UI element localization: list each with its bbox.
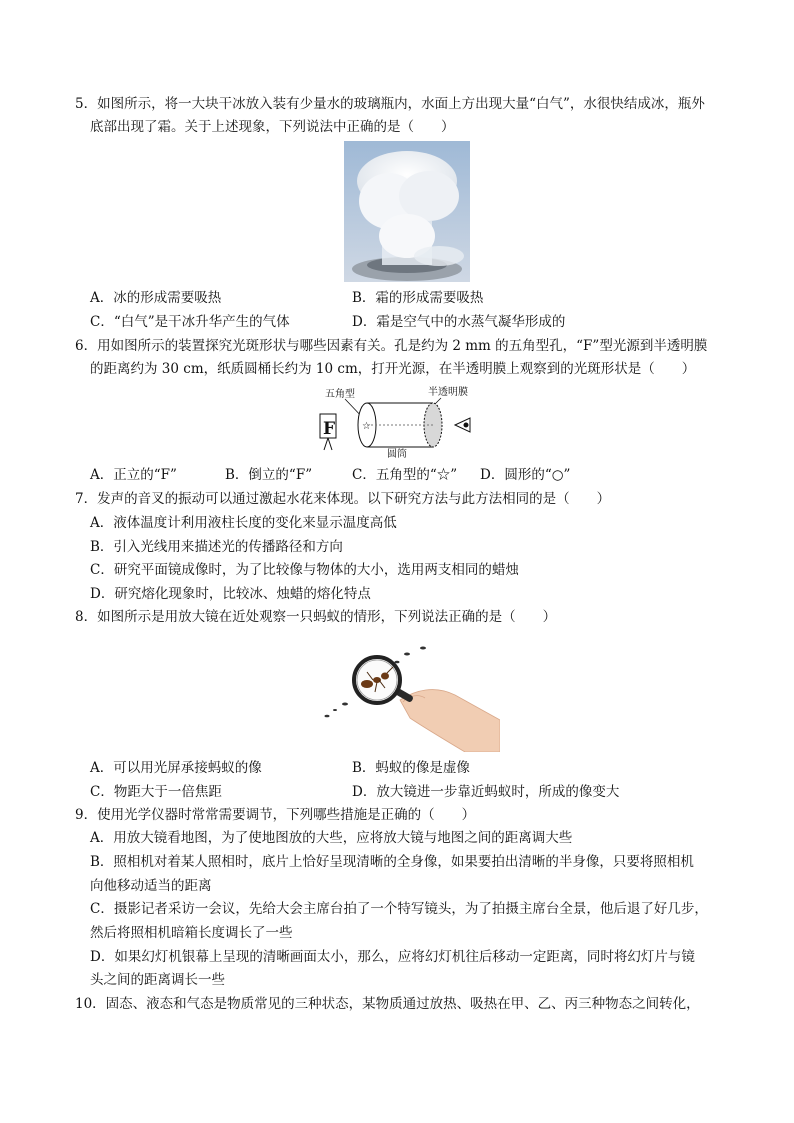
q5-stem-line-1: 5．如图所示，将一大块干冰放入装有少量水的玻璃瓶内，水面上方出现大量“白气”，水很快结成冰，瓶外	[75, 96, 705, 112]
q9-option-d-line-1: D．如果幻灯机银幕上呈现的清晰画面太小，那么，应将幻灯机往后移动一定距离，同时将幻灯片与镜	[90, 949, 695, 965]
q6-option-d: D．圆形的“○”	[480, 467, 571, 483]
q7-stem: 7．发声的音叉的振动可以通过激起水花来体现。以下研究方法与此方法相同的是（ ）	[75, 491, 611, 507]
label-tube: 圆筒	[387, 449, 407, 460]
q5-option-c: C．“白气”是干冰升华产生的气体	[90, 314, 290, 330]
q7-option-b: B．引入光线用来描述光的传播路径和方向	[90, 539, 343, 555]
q9-option-b-line-1: B．照相机对着某人照相时，底片上恰好呈现清晰的全身像，如果要拍出清晰的半身像，只要将照相机	[90, 854, 694, 870]
q9-option-a: A．用放大镜看地图，为了使地图放的大些，应将放大镜与地图之间的距离调大些	[90, 830, 573, 846]
q8-option-c: C．物距大于一倍焦距	[90, 784, 222, 800]
q8-option-d: D．放大镜进一步靠近蚂蚁时，所成的像变大	[352, 784, 620, 800]
q8-stem: 8．如图所示是用放大镜在近处观察一只蚂蚁的情形，下列说法正确的是（ ）	[75, 609, 557, 625]
q9-option-b-line-2: 向他移动适当的距离	[90, 878, 212, 894]
q7-option-c: C．研究平面镜成像时，为了比较像与物体的大小，选用两支相同的蜡烛	[90, 562, 519, 578]
q8-option-b: B．蚂蚁的像是虚像	[352, 760, 470, 776]
q6-option-a: A．正立的“F”	[90, 467, 177, 483]
q6-option-b: B．倒立的“F”	[225, 467, 313, 483]
q6-stem-line-1: 6．用如图所示的装置探究光斑形状与哪些因素有关。孔是约为 2 mm 的五角型孔，“F”型光源到半透明膜	[75, 338, 708, 354]
label-membrane: 半透明膜	[428, 387, 468, 398]
svg-text:☆: ☆	[362, 421, 371, 432]
q5-option-d: D．霜是空气中的水蒸气凝华形成的	[352, 314, 566, 330]
q5-option-b: B．霜的形成需要吸热	[352, 290, 484, 306]
q9-stem: 9．使用光学仪器时常常需要调节，下列哪些措施是正确的（ ）	[75, 807, 476, 823]
q5-stem-line-2: 底部出现了霜。关于上述现象，下列说法中正确的是（ ）	[90, 119, 455, 135]
q6-option-c: C．五角型的“☆”	[352, 467, 458, 483]
magnifier-ant-photo	[315, 640, 500, 752]
q9-option-d-line-2: 头之间的距离调长一些	[90, 972, 225, 988]
q6-stem-line-2: 的距离约为 30 cm，纸质圆桶长约为 10 cm，打开光源，在半透明膜上观察到的光斑形状是（ ）	[90, 361, 696, 377]
q7-option-d: D．研究熔化现象时，比较冰、烛蜡的熔化特点	[90, 586, 371, 602]
q9-option-c-line-1: C．摄影记者采访一会议，先给大会主席台拍了一个特写镜头，为了拍摄主席台全景，他后退了好几步，	[90, 901, 708, 917]
q5-option-a: A．冰的形成需要吸热	[90, 290, 222, 306]
q10-stem: 10．固态、液态和气态是物质常见的三种状态，某物质通过放热、吸热在甲、乙、丙三种物态之间转化，	[75, 996, 700, 1012]
q8-option-a: A．可以用光屏承接蚂蚁的像	[90, 760, 262, 776]
label-f-letter: F	[323, 419, 336, 439]
label-star-hole: 五角型	[325, 389, 355, 400]
dry-ice-bottle-photo	[344, 141, 470, 282]
q9-option-c-line-2: 然后将照相机暗箱长度调长了一些	[90, 925, 293, 941]
pinhole-apparatus-diagram	[315, 384, 495, 460]
q7-option-a: A．液体温度计利用液柱长度的变化来显示温度高低	[90, 515, 397, 531]
